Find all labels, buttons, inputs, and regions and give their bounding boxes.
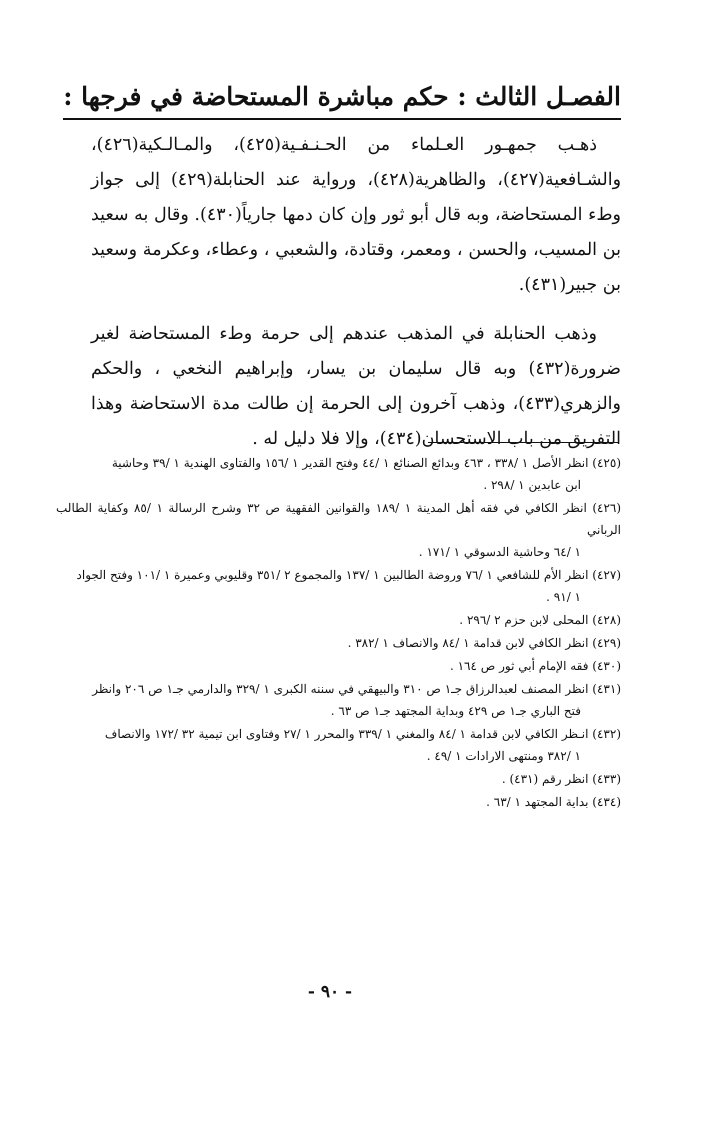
footnote-line: ١ /٣٨٢ ومنتهى الارادات ١ /٤٩ . [426,749,581,763]
footnotes [56,452,621,814]
footnote-427 [56,564,621,608]
footnote-428 [56,609,621,631]
footnote-line: ابن عابدين ١ /٢٩٨ . [483,478,581,492]
footnote-line: (٤٣١) انظر المصنف لعبدالرزاق جـ١ ص ٣١٠ والبيهقي في سننه الكبرى ١ /٣٢٩ والدارمي جـ١ ص ٢٠٦ وانظر [92,682,621,696]
footnote-line: ١ /٦٤ وحاشية الدسوقي ١ /١٧١ . [418,545,581,559]
footnote-426 [56,497,621,563]
footnote-line: (٤٣٤) بداية المجتهد ١ /٦٣ . [486,795,621,809]
page-number: - ٩٠ - [307,982,353,1002]
footnote-line: (٤٢٧) انظر الأم للشافعي ١ /٧٦ وروضة الطالبين ١ /١٣٧ والمجموع ٢ /٣٥١ وقليوبي وعميرة ١ /١٠١ وفتح الجواد [76,568,621,582]
paragraph: ذهـب جمهـور العـلماء من الحـنـفـية(٤٢٥)، والمـالـكية(٤٢٦)، والشـافعية(٤٢٧)، والظاهرية(٤٢٨)، ورواية عند الحنابلة(٤٢٩) إلى جواز وطء المستحاضة، وبه قال أبو ثور وإن كان دمها جارياً(٤٣٠). وقال به سعيد بن المسيب، والحسن ، ومعمر، وقتادة، والشعبي ، وعطاء، وعكرمة وسعيد بن جبير(٤٣١). [91,135,622,295]
main-text [91,128,621,471]
footnote-434 [56,791,621,813]
footnote-line: (٤٣٣) انظر رقم (٤٣١) . [501,772,621,786]
footnote-line: (٤٢٨) المحلى لابن حزم ٢ /٢٩٦ . [459,613,621,627]
footnote-430 [56,655,621,677]
footnote-432 [56,723,621,767]
chapter-title: الفصـل الثالث : حكم مباشرة المستحاضة في فرجها : [63,80,621,120]
footnote-line: فتح الباري جـ١ ص ٤٢٩ وبداية المجتهد جـ١ ص ٦٣ . [330,704,581,718]
footnote-line: (٤٢٥) انظر الأصل ١ /٣٣٨ ، ٤٦٣ وبدائع الصنائع ١ /٤٤ وفتح القدير ١ /١٥٦ والفتاوى الهندية ١ /٣٩ وحاشية [111,456,621,470]
paragraph: وذهب الحنابلة في المذهب عندهم إلى حرمة وطء المستحاضة لغير ضرورة(٤٣٢) وبه قال سليمان بن يسار، وإبراهيم النخعي ، والحكم والزهري(٤٣٣)، وذهب آخرون إلى الحرمة إن طالت مدة الاستحاضة وهذا التفريق من باب الاستحسان(٤٣٤)، وإلا فلا دليل له . [91,324,621,449]
footnote-431 [56,678,621,722]
footnote-425 [56,452,621,496]
footnote-line: (٤٣٠) فقه الإمام أبي ثور ص ١٦٤ . [449,659,621,673]
footnote-433 [56,768,621,790]
footnote-separator [428,442,618,443]
footnote-429 [56,632,621,654]
footnote-line: ١ /٩١ . [546,590,581,604]
footnote-line: (٤٢٩) انظر الكافي لابن قدامة ١ /٨٤ والانصاف ١ /٣٨٢ . [347,636,621,650]
footnote-line: (٤٣٢) انـظر الكافي لابن قدامة ١ /٨٤ والمغني ١ /٣٣٩ والمحرر ١ /٢٧ وفتاوى ابن تيمية ٣٢ /١٧٢ والانصاف [104,727,621,741]
footnote-line: (٤٢٦) انظر الكافي في فقه أهل المدينة ١ /١٨٩ والقوانين الفقهية ص ٣٢ وشرح الرسالة ١ /٨٥ وكفاية الطالب الرباني [56,501,622,537]
